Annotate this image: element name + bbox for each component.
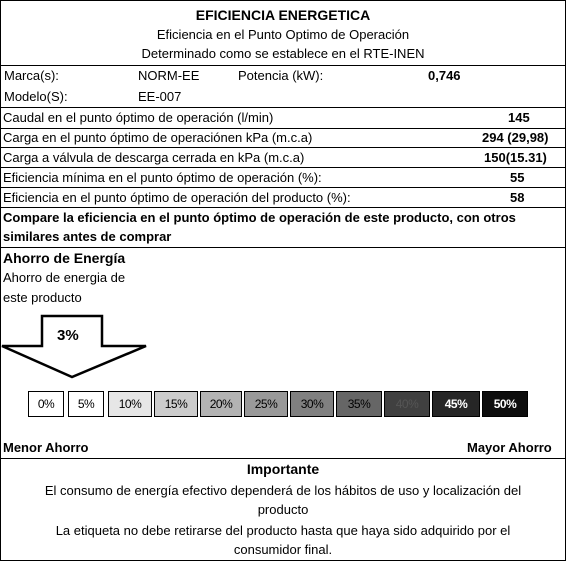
scale-max-label: Mayor Ahorro	[467, 440, 552, 455]
scale-segment-0: 0%	[28, 391, 64, 417]
spec-eficiencia-producto-value: 58	[510, 190, 525, 205]
compare-line-1: Compare la eficiencia en el punto óptimo de operación de este producto, con otros	[3, 210, 516, 225]
scale-segment-50: 50%	[482, 391, 528, 417]
compare-line-2: similares antes de comprar	[3, 229, 172, 244]
scale-segment-20: 20%	[200, 391, 242, 417]
spec-eficiencia-producto-label: Eficiencia en el punto óptimo de operación del producto (%):	[3, 190, 351, 205]
divider	[0, 167, 566, 168]
modelo-label: Modelo(S):	[4, 89, 68, 104]
savings-arrow-icon	[0, 314, 150, 379]
divider	[0, 147, 566, 148]
spec-caudal-value: 145	[508, 110, 530, 125]
scale-min-label: Menor Ahorro	[3, 440, 89, 455]
footer-line-4: consumidor final.	[233, 542, 333, 557]
spec-caudal-label: Caudal en el punto óptimo de operación (l/min)	[3, 110, 274, 125]
scale-segment-40: 40%	[384, 391, 430, 417]
divider	[0, 128, 566, 129]
savings-sub-2: este producto	[3, 290, 82, 305]
savings-heading: Ahorro de Energía	[3, 250, 126, 266]
spec-eficiencia-minima-label: Eficiencia mínima en el punto óptimo de operación (%):	[3, 170, 322, 185]
spec-carga-value: 294 (29,98)	[482, 130, 549, 145]
potencia-label: Potencia (kW):	[238, 68, 324, 83]
scale-segment-45: 45%	[432, 391, 480, 417]
divider	[0, 247, 566, 248]
modelo-value: EE-007	[138, 89, 182, 104]
divider	[0, 107, 566, 108]
divider	[0, 207, 566, 208]
footer-line-2: producto	[257, 502, 309, 517]
savings-value: 3%	[57, 327, 79, 344]
label-subtitle: Eficiencia en el Punto Optimo de Operación	[156, 27, 410, 42]
potencia-value: 0,746	[428, 68, 461, 83]
footer-line-1: El consumo de energía efectivo dependerá de los hábitos de uso y localización del	[44, 483, 522, 498]
scale-segment-15: 15%	[154, 391, 198, 417]
scale-segment-30: 30%	[290, 391, 334, 417]
footer-heading: Importante	[246, 461, 320, 477]
scale-segment-5: 5%	[68, 391, 104, 417]
marca-value: NORM-EE	[138, 68, 200, 83]
label-title: EFICIENCIA ENERGETICA	[195, 7, 371, 23]
spec-valvula-label: Carga a válvula de descarga cerrada en kPa (m.c.a)	[3, 150, 305, 165]
divider	[0, 65, 566, 66]
scale-segment-25: 25%	[244, 391, 288, 417]
divider	[0, 187, 566, 188]
scale-segment-35: 35%	[336, 391, 382, 417]
scale-segment-10: 10%	[108, 391, 152, 417]
footer-line-3: La etiqueta no debe retirarse del producto hasta que haya sido adquirido por el	[55, 523, 511, 538]
spec-carga-label: Carga en el punto óptimo de operaciónen kPa (m.c.a)	[3, 130, 313, 145]
marca-label: Marca(s):	[4, 68, 59, 83]
spec-eficiencia-minima-value: 55	[510, 170, 525, 185]
divider	[0, 458, 566, 459]
savings-sub-1: Ahorro de energia de	[3, 270, 126, 285]
spec-valvula-value: 150(15.31)	[484, 150, 547, 165]
label-standard: Determinado como se establece en el RTE-INEN	[141, 46, 425, 61]
